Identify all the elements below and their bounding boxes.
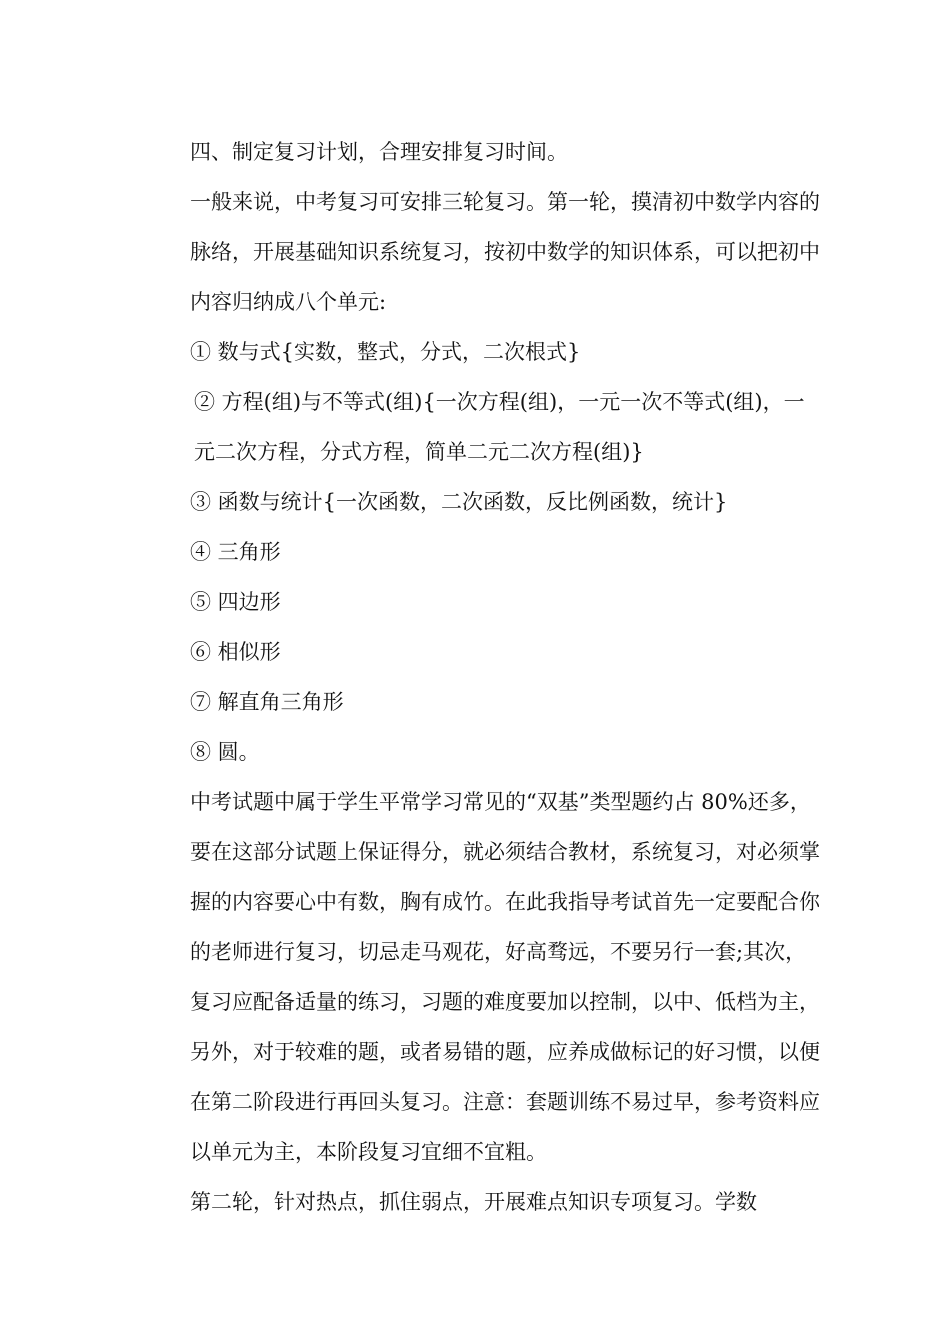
document-body: [144, 127, 824, 1227]
list-item-5: ⑤ 四边形: [190, 590, 281, 614]
list-item-4: ④ 三角形: [190, 540, 281, 564]
list-item-1: ① 数与式{实数，整式，分式，二次根式}: [190, 340, 581, 364]
list-item-3: ③ 函数与统计{一次函数，二次函数，反比例函数，统计}: [190, 490, 728, 514]
section-heading: 四、制定复习计划，合理安排复习时间。: [190, 140, 568, 164]
paragraph-second-round: 第二轮，针对热点，抓住弱点，开展难点知识专项复习。学数: [190, 1190, 757, 1214]
list-item-6: ⑥ 相似形: [190, 640, 281, 664]
list-item-8: ⑧ 圆。: [190, 740, 260, 764]
paragraph-double-basics: 中考试题中属于学生平常学习常见的“双基”类型题约占 80%还多，要在这部分试题上保证得分，就必须结合教材，系统复习，对必须掌握的内容要心中有数，胸有成竹。在此我指导考试首先一定要配合你的老师进行复习，切忌走马观花，好高骛远，不要另行一套;其次，复习应配备适量的练习，习题的难度要加以控制，以中、低档为主，另外，对于较难的题，或者易错的题，应养成做标记的好习惯，以便在第二阶段进行再回头复习。注意：套题训练不易过早，参考资料应以单元为主，本阶段复习宜细不宜粗。: [190, 790, 820, 1164]
paragraph-intro: 一般来说，中考复习可安排三轮复习。第一轮，摸清初中数学内容的脉络，开展基础知识系统复习，按初中数学的知识体系，可以把初中内容归纳成八个单元:: [190, 190, 820, 314]
list-item-2: ② 方程(组)与不等式(组){一次方程(组)，一元一次不等式(组)，一元二次方程，分式方程，简单二元二次方程(组)}: [194, 390, 805, 464]
list-item-7: ⑦ 解直角三角形: [190, 690, 344, 714]
